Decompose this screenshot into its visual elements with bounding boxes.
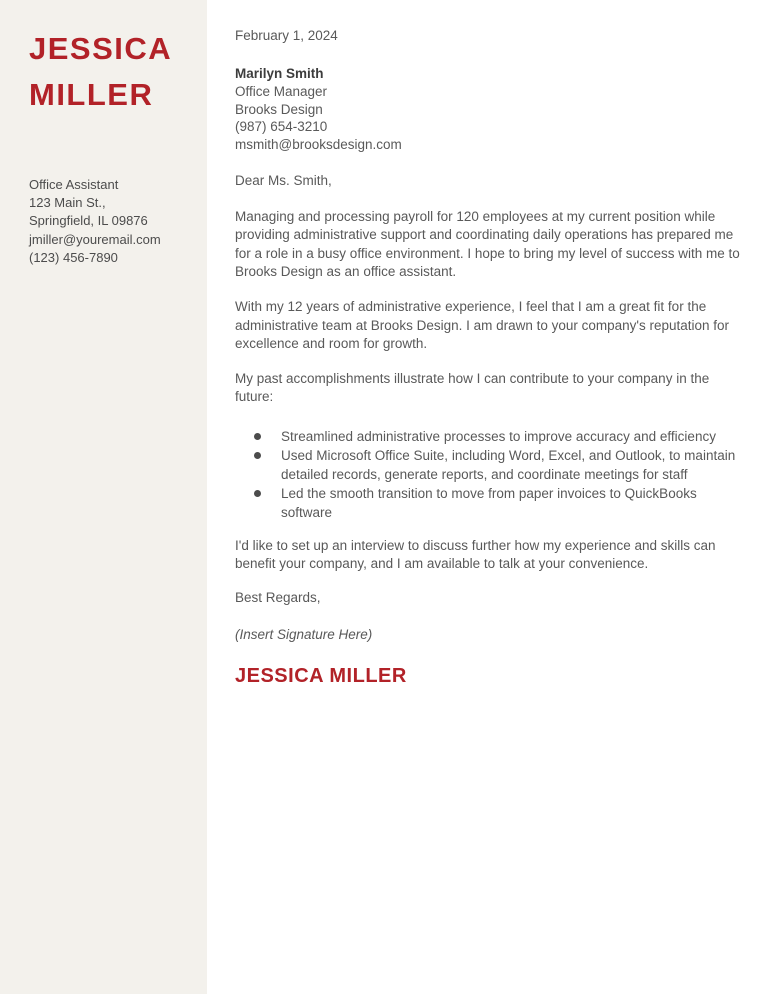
paragraph-1: Managing and processing payroll for 120 employees at my current position while providing administrative support and coordinating daily operations has prepared me for a role in a busy office environment. I hope to bring my level of success with me to Brooks Design as an office assistant.: [235, 209, 740, 279]
recipient-company: Brooks Design: [235, 101, 323, 117]
recipient-name: Marilyn Smith: [235, 66, 324, 82]
applicant-phone: (123) 456-7890: [29, 249, 118, 265]
recipient-title: Office Manager: [235, 84, 328, 99]
address-line2: Springfield, IL 09876: [29, 213, 148, 229]
closing-paragraph: I'd like to set up an interview to discuss further how my experience and skills can benefit your company, and I am available to talk at your convenience.: [235, 537, 716, 572]
applicant-email: jmiller@youremail.com: [29, 231, 161, 247]
recipient-email: msmith@brooksdesign.com: [235, 137, 402, 153]
list-item: [235, 427, 740, 446]
list-item: [235, 446, 740, 484]
list-item: [235, 484, 740, 522]
list-item-text: Used Microsoft Office Suite, including Word, Excel, and Outlook, to maintain detailed records, generate reports, and coordinate meetings for staff: [281, 447, 736, 482]
address-line1: 123 Main St.,: [29, 195, 106, 211]
bullet-dot-icon: [254, 490, 261, 497]
letter-date: February 1, 2024: [235, 28, 338, 43]
applicant-name-line1: JESSICA: [29, 31, 173, 66]
applicant-name: [29, 26, 189, 118]
bullet-dot-icon: [254, 433, 261, 440]
paragraph-3: My past accomplishments illustrate how I can contribute to your company in the future:: [235, 371, 710, 405]
job-title: Office Assistant: [29, 177, 119, 192]
paragraph-2: With my 12 years of administrative experience, I feel that I am a great fit for the administrative team at Brooks Design. I am drawn to your company's reputation for excellence and room for growth.: [235, 299, 730, 351]
applicant-name-line2: MILLER: [29, 77, 154, 112]
letter-body: [207, 0, 768, 994]
sidebar: [0, 0, 207, 994]
sign-off: Best Regards,: [235, 590, 321, 606]
accomplishments-list: [235, 427, 740, 522]
recipient-phone: (987) 654-3210: [235, 119, 328, 135]
contact-block: [29, 176, 189, 267]
list-item-text: Streamlined administrative processes to improve accuracy and efficiency: [281, 428, 716, 444]
signature-placeholder: (Insert Signature Here): [235, 626, 373, 642]
bullet-dot-icon: [254, 452, 261, 459]
recipient-block: [235, 65, 740, 154]
salutation: Dear Ms. Smith,: [235, 172, 332, 188]
signature-name: JESSICA MILLER: [235, 664, 407, 687]
list-item-text: Led the smooth transition to move from paper invoices to QuickBooks software: [281, 485, 697, 520]
